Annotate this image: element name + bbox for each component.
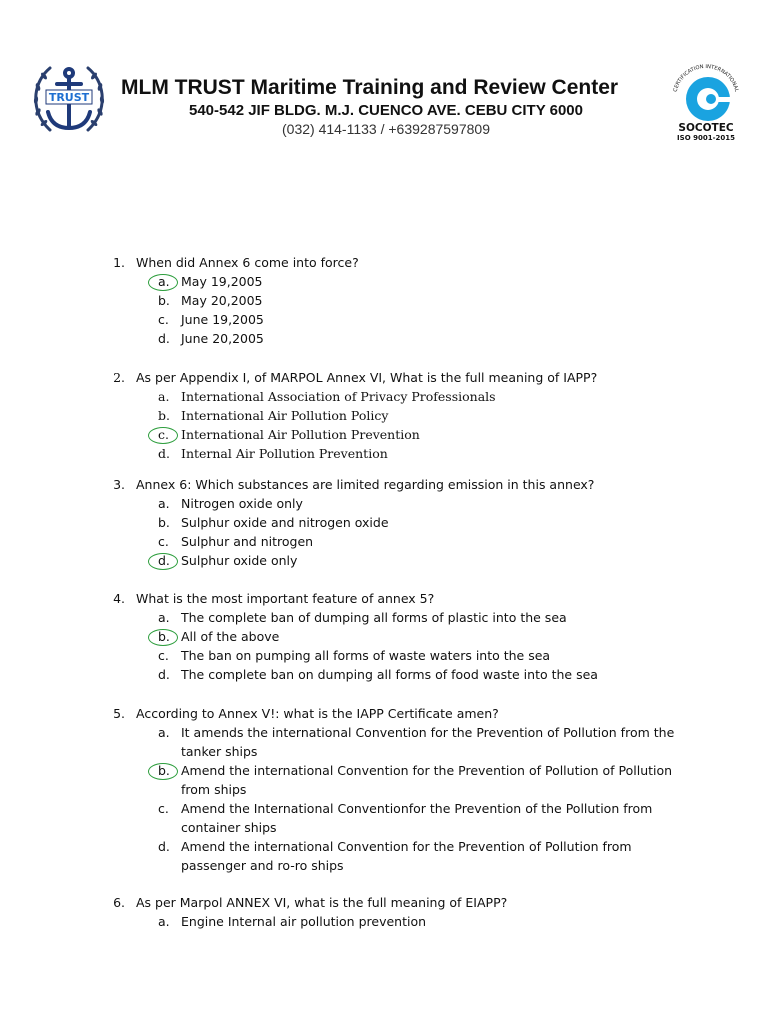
question-text: As per Marpol ANNEX VI, what is the full meaning of EIAPP? xyxy=(136,895,508,910)
option-letter: c. xyxy=(158,312,169,327)
answer-circle-mark xyxy=(148,763,178,780)
document-header xyxy=(0,0,768,150)
option-letter: b. xyxy=(158,515,170,530)
question-number: 4. xyxy=(113,591,125,606)
option-letter: b. xyxy=(158,763,170,778)
option-text: It amends the international Convention for the Prevention of Pollution from the xyxy=(181,725,675,740)
option-text: from ships xyxy=(181,782,247,797)
option-letter: d. xyxy=(158,331,170,346)
question-number: 2. xyxy=(113,370,125,385)
question-text: As per Appendix I, of MARPOL Annex VI, What is the full meaning of IAPP? xyxy=(136,370,598,385)
option-text: International Air Pollution Policy xyxy=(181,408,389,423)
school-name: MLM TRUST Maritime Training and Review Center xyxy=(121,76,619,99)
school-address: 540-542 JIF BLDG. M.J. CUENCO AVE. CEBU CITY 6000 xyxy=(188,102,583,119)
option-text: May 20,2005 xyxy=(181,293,263,308)
school-phone: (032) 414-1133 / +639287597809 xyxy=(282,121,490,137)
answer-circle-mark xyxy=(148,553,178,570)
option-letter: c. xyxy=(158,534,169,549)
question-text: According to Annex V!: what is the IAPP Certificate amen? xyxy=(136,706,499,721)
question-number: 1. xyxy=(113,255,125,270)
option-text: Amend the International Conventionfor the Prevention of the Pollution from xyxy=(181,801,653,816)
option-text: passenger and ro-ro ships xyxy=(181,858,344,873)
option-text: June 20,2005 xyxy=(181,331,264,346)
option-letter: a. xyxy=(158,496,170,511)
answer-circle-mark xyxy=(148,427,178,444)
option-letter: c. xyxy=(158,648,169,663)
option-text: tanker ships xyxy=(181,744,258,759)
question-number: 3. xyxy=(113,477,125,492)
option-text: Engine Internal air pollution prevention xyxy=(181,914,427,929)
option-text: May 19,2005 xyxy=(181,274,263,289)
option-letter: b. xyxy=(158,293,170,308)
option-letter: c. xyxy=(158,427,169,442)
option-text: All of the above xyxy=(181,629,280,644)
option-letter: a. xyxy=(158,610,170,625)
question-number: 6. xyxy=(113,895,125,910)
option-text: June 19,2005 xyxy=(181,312,264,327)
answer-circle-mark xyxy=(148,274,178,291)
question-number: 5. xyxy=(113,706,125,721)
question-text: Annex 6: Which substances are limited regarding emission in this annex? xyxy=(136,477,595,492)
socotec-iso-certification-logo xyxy=(666,54,746,144)
option-letter: c. xyxy=(158,801,169,816)
option-letter: a. xyxy=(158,389,170,404)
option-letter: d. xyxy=(158,839,170,854)
option-text: The ban on pumping all forms of waste waters into the sea xyxy=(181,648,551,663)
option-text: Sulphur and nitrogen xyxy=(181,534,314,549)
svg-text:TRUST: TRUST xyxy=(48,91,90,104)
svg-text:ISO 9001-2015: ISO 9001-2015 xyxy=(677,134,735,142)
answer-circle-mark xyxy=(148,629,178,646)
option-letter: b. xyxy=(158,629,170,644)
option-letter: a. xyxy=(158,725,170,740)
option-text: International Air Pollution Prevention xyxy=(181,427,420,442)
option-text: International Association of Privacy Professionals xyxy=(181,389,496,404)
option-text: The complete ban on dumping all forms of food waste into the sea xyxy=(181,667,598,682)
option-text: container ships xyxy=(181,820,277,835)
option-text: Sulphur oxide only xyxy=(181,553,298,568)
option-letter: d. xyxy=(158,667,170,682)
option-text: The complete ban of dumping all forms of plastic into the sea xyxy=(181,610,567,625)
option-text: Internal Air Pollution Prevention xyxy=(181,446,388,461)
svg-text:SOCOTEC: SOCOTEC xyxy=(678,122,734,134)
option-letter: b. xyxy=(158,408,170,423)
svg-text:CERTIFICATION INTERNATIONAL: CERTIFICATION INTERNATIONAL xyxy=(672,63,740,93)
option-text: Sulphur oxide and nitrogen oxide xyxy=(181,515,389,530)
option-text: Amend the international Convention for the Prevention of Pollution from xyxy=(181,839,632,854)
option-letter: d. xyxy=(158,446,170,461)
question-text: What is the most important feature of annex 5? xyxy=(136,591,435,606)
option-letter: a. xyxy=(158,274,170,289)
option-text: Amend the international Convention for the Prevention of Pollution of Pollution xyxy=(181,763,673,778)
option-text: Nitrogen oxide only xyxy=(181,496,303,511)
question-text: When did Annex 6 come into force? xyxy=(136,255,359,270)
anchor-wreath-logo xyxy=(28,60,110,142)
option-letter: a. xyxy=(158,914,170,929)
option-letter: d. xyxy=(158,553,170,568)
